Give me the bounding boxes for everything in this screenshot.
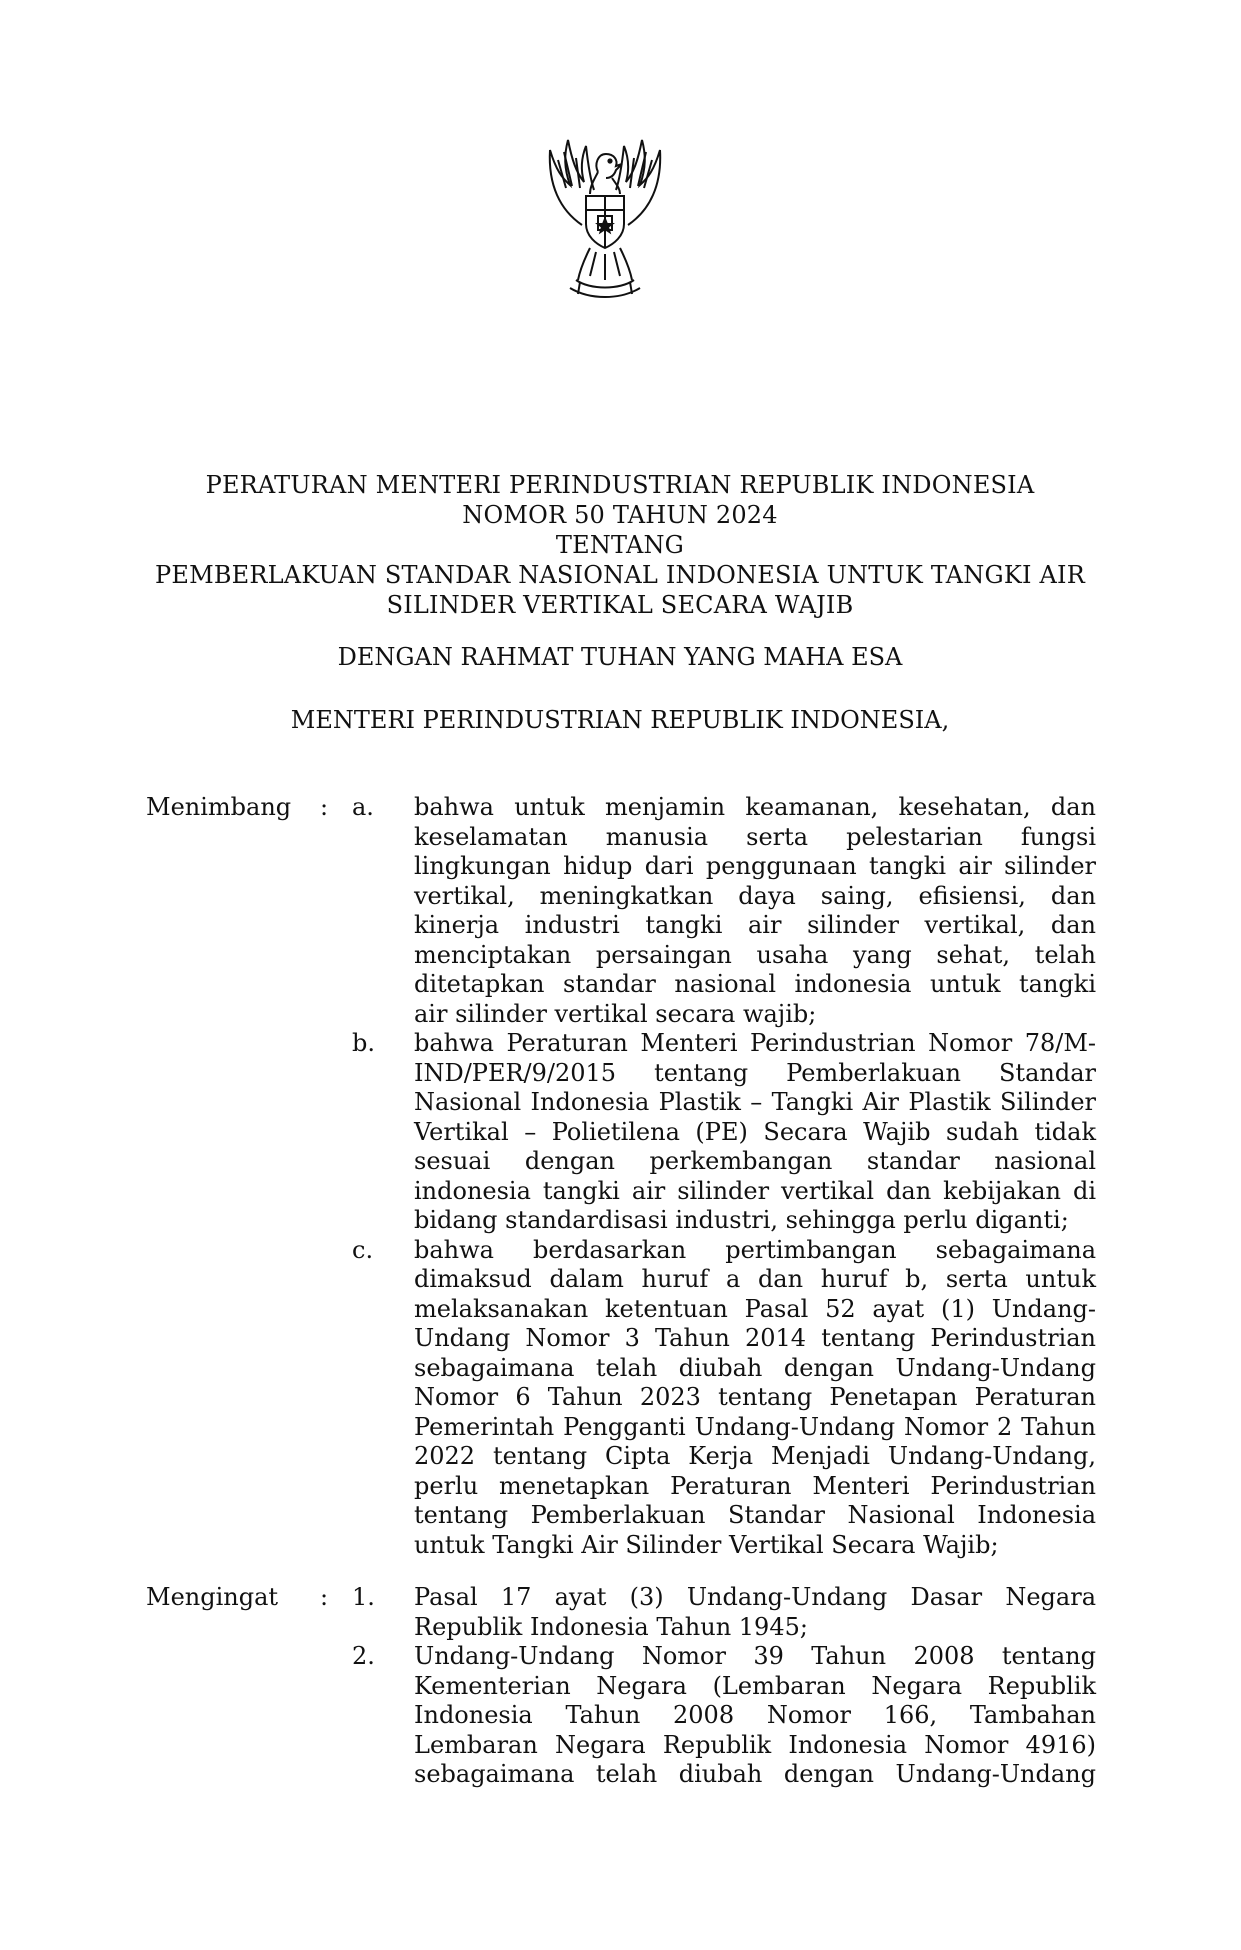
title-line: PERATURAN MENTERI PERINDUSTRIAN REPUBLIK INDONESIA [205,471,1035,499]
text-line: Undang-Undang Nomor 39 Tahun 2008 tentang [414,1642,1096,1670]
list-item [146,793,1096,1029]
item-text [414,1642,1096,1790]
title-line: NOMOR 50 TAHUN 2024 [462,501,778,529]
text-line: kinerja industri tangki air silinder vertikal, dan [414,911,1096,939]
text-line: bahwa Peraturan Menteri Perindustrian Nomor 78/M- [414,1029,1096,1057]
text-line: menciptakan persaingan usaha yang sehat, telah [414,940,1096,969]
menimbang-section [146,793,1096,1560]
text-line: Undang Nomor 3 Tahun 2014 tentang Perindustrian [414,1324,1096,1352]
text-line: tentang Pemberlakuan Standar Nasional Indonesia [414,1501,1096,1529]
item-marker: b. [352,1029,375,1057]
text-line: perlu menetapkan Peraturan Menteri Perindustrian [414,1471,1096,1500]
section-label: Menimbang [146,793,292,821]
text-line: lingkungan hidup dari penggunaan tangki air silinder [414,852,1096,880]
item-marker: a. [352,793,374,821]
text-line: bahwa untuk menjamin keamanan, kesehatan, dan [414,793,1096,821]
title-line: SILINDER VERTIKAL SECARA WAJIB [386,591,854,619]
text-line: sebagaimana telah diubah dengan Undang-Undang [414,1760,1096,1788]
section-colon: : [320,793,329,821]
item-marker: 1. [352,1583,375,1611]
text-line: IND/PER/9/2015 tentang Pemberlakuan Standar [414,1058,1096,1087]
list-item [146,1029,1096,1236]
text-line: sebagaimana telah diubah dengan Undang-Undang [414,1353,1096,1382]
title-line: PEMBERLAKUAN STANDAR NASIONAL INDONESIA UNTUK TANGKI AIR [155,561,1085,589]
invocation-line: DENGAN RAHMAT TUHAN YANG MAHA ESA [337,643,903,671]
text-line: Republik Indonesia Tahun 1945; [414,1612,808,1641]
text-line: Indonesia Tahun 2008 Nomor 166, Tambahan [414,1701,1096,1729]
text-line: Nomor 6 Tahun 2023 tentang Penetapan Peraturan [414,1383,1096,1411]
text-line: untuk Tangki Air Silinder Vertikal Secara Wajib; [414,1530,999,1559]
text-line: Nasional Indonesia Plastik – Tangki Air Plastik Silinder [414,1088,1096,1116]
regulation-title [120,470,1120,620]
text-line: 2022 tentang Cipta Kerja Menjadi Undang-Undang, [414,1442,1096,1470]
mengingat-section [146,1583,1096,1790]
text-line: dimaksud dalam huruf a dan huruf b, serta untuk [414,1265,1096,1293]
section-label: Mengingat [146,1583,279,1611]
item-text [414,1029,1096,1236]
item-text [414,793,1096,1029]
list-item [146,1583,1096,1642]
text-line: vertikal, meningkatkan daya saing, efisiensi, dan [414,881,1096,910]
issuer-line: MENTERI PERINDUSTRIAN REPUBLIK INDONESIA, [290,706,950,734]
text-line: melaksanakan ketentuan Pasal 52 ayat (1) Undang- [414,1294,1096,1323]
section-colon: : [320,1583,329,1611]
text-line: sesuai dengan perkembangan standar nasional [414,1147,1096,1175]
list-item [146,1236,1096,1561]
garuda-emblem-icon [520,130,690,310]
text-line: keselamatan manusia serta pelestarian fungsi [414,822,1096,851]
text-line: Lembaran Negara Republik Indonesia Nomor 4916) [414,1730,1096,1759]
text-line: Vertikal – Polietilena (PE) Secara Wajib sudah tidak [414,1117,1096,1146]
text-line: Kementerian Negara (Lembaran Negara Republik [414,1671,1096,1700]
text-line: ditetapkan standar nasional indonesia untuk tangki [414,970,1096,998]
list-item [146,1642,1096,1790]
text-line: bahwa berdasarkan pertimbangan sebagaimana [414,1235,1096,1264]
text-line: indonesia tangki air silinder vertikal dan kebijakan di [414,1176,1096,1205]
item-marker: 2. [352,1642,375,1670]
item-text [414,1236,1096,1561]
title-line: TENTANG [555,531,685,559]
text-line: air silinder vertikal secara wajib; [414,999,817,1028]
text-line: bidang standardisasi industri, sehingga perlu diganti; [414,1206,1069,1234]
text-line: Pasal 17 ayat (3) Undang-Undang Dasar Negara [414,1583,1096,1611]
item-marker: c. [352,1235,374,1264]
item-text [414,1583,1096,1642]
text-line: Pemerintah Pengganti Undang-Undang Nomor 2 Tahun [414,1412,1096,1441]
